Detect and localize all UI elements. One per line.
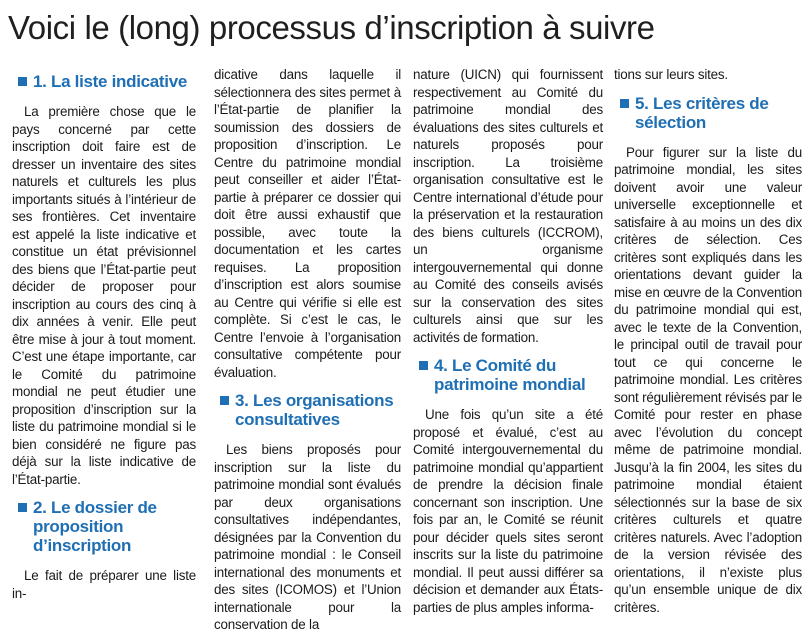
section-heading <box>12 72 196 91</box>
column-2 <box>214 66 401 632</box>
body-paragraph: dicative dans laquelle il sélectionnera des sites permet à l’État-partie de planifier la soumission des dossiers de proposition d’inscription. Le Centre du patrimoine mondial peut conseiller et aider l’État-partie à préparer ce dossier qui doit être aussi exhaustif que possible, avec toute la documentation et les cartes requises. La proposition d’inscription est alors soumise au Centre qui vérifie si elle est complète. Si c’est le cas, le Centre l’envoie à l’organisation consultative compétente pour évaluation. <box>214 67 401 380</box>
section-heading <box>614 94 802 132</box>
section-heading <box>214 391 401 429</box>
body-paragraph: Les biens proposés pour inscription sur la liste du patrimoine mondial sont évalués par deux organisations consultatives indépendantes, désignées par la Convention du patrimoine mondial : le Conseil international des monuments et des sites (ICOMOS) et l’Union internationale pour la conservation de la <box>214 442 401 632</box>
body-paragraph: La première chose que le pays concerné par cette inscription doit faire est de dresser un inventaire des sites naturels et culturels les plus importants situés à l’intérieur de ses frontières. Cet inventaire est appelé la liste indicative et constitue un état prévisionnel des biens que l’État-partie peut décider de proposer pour inscription au cours des cinq à dix années à venir. Elle peut être mise à jour à tout moment. C’est une étape importante, car le Comité du patrimoine mondial ne peut étudier une proposition d’inscription sur la liste du patrimoine mondial si le bien considéré ne figure pas déjà sur la liste indicative de l’État-partie. <box>12 104 196 487</box>
body-paragraph: Une fois qu’un site a été proposé et évalué, c’est au Comité intergouvernemental du patrimoine mondial qu’appartient de prendre la décision finale concernant son inscription. Une fois par an, le Comité se réunit pour décider quels sites seront inscrits sur la liste du patrimoine mondial. Il peut aussi différer sa décision et demander aux États-parties de plus amples informa- <box>413 407 603 615</box>
section-heading-text: 1. La liste indicative <box>33 72 188 91</box>
column-3 <box>413 66 603 615</box>
section-heading-text: 4. Le Comité du patrimoine mondial <box>434 356 586 394</box>
section-heading <box>12 498 196 555</box>
body-paragraph: tions sur leurs sites. <box>614 67 728 82</box>
square-bullet-icon <box>419 361 428 370</box>
column-4 <box>614 66 802 615</box>
section-heading <box>413 356 603 394</box>
square-bullet-icon <box>18 77 27 86</box>
section-heading-text: 2. Le dossier de proposition d’inscription <box>33 498 157 555</box>
body-paragraph: Le fait de préparer une liste in- <box>12 568 196 601</box>
square-bullet-icon <box>18 503 27 512</box>
section-heading-text: 3. Les organisations consultatives <box>235 391 394 429</box>
column-1 <box>12 66 196 601</box>
page-title: Voici le (long) processus d’inscription à suivre <box>8 9 655 46</box>
square-bullet-icon <box>220 396 229 405</box>
article-columns <box>0 66 811 632</box>
body-paragraph: nature (UICN) qui fournissent respectivement au Comité du patrimoine mondial des évaluations des sites culturels et naturels proposés pour inscription. La troisième organisation consultative est le Centre international d’étude pour la préservation et la restauration des biens culturels (ICCROM), un organisme intergouvernemental qui donne au Comité des conseils avisés sur la conservation des sites culturels ainsi que sur les activités de formation. <box>413 67 603 345</box>
square-bullet-icon <box>620 99 629 108</box>
section-heading-text: 5. Les critères de sélection <box>635 93 769 132</box>
body-paragraph: Pour figurer sur la liste du patrimoine mondial, les sites doivent avoir une valeur universelle exceptionnelle et satisfaire à au moins un des dix critères de sélection. Ces critères sont expliqués dans les orientations devant guider la mise en œuvre de la Convention du patrimoine mondial qui est, avec le texte de la Convention, le principal outil de travail pour tout ce qui concerne le patrimoine mondial. Les critères sont régulièrement révisés par le Comité pour rester en phase avec l’évolution du concept même de patrimoine mondial. Jusqu’à la fin 2004, les sites du patrimoine mondial étaient sélectionnés sur la base de six critères culturels et quatre critères naturels. Avec l’adoption de la version révisée des orientations, il n’existe plus qu’un ensemble unique de dix critères. <box>614 144 802 615</box>
